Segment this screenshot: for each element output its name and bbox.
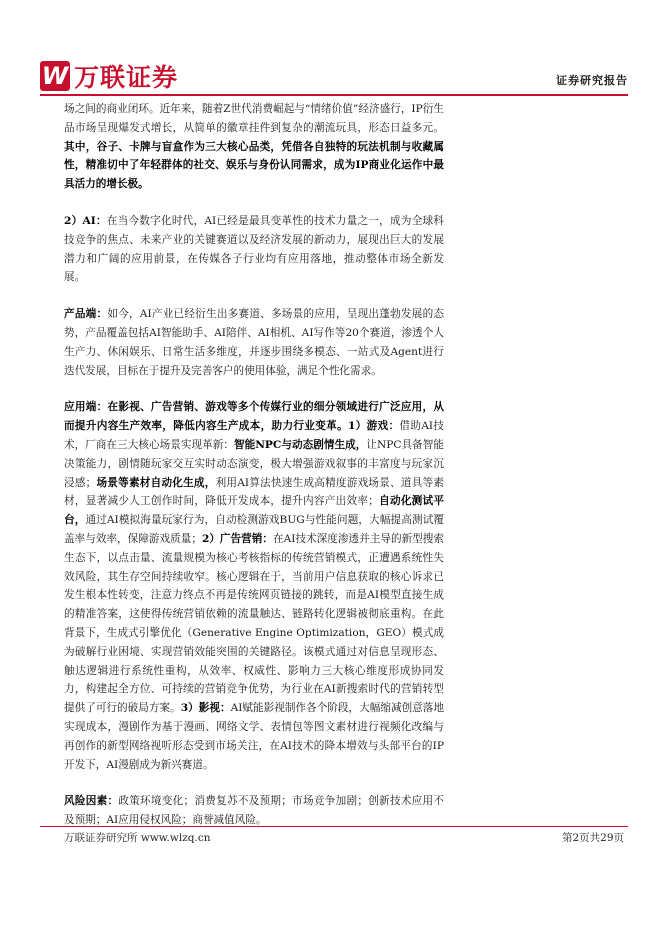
document-body (64, 100, 444, 830)
p4-text-4: 通过AI模拟海量玩家行为，自动检测游戏BUG与性能问题，大幅提高测试覆盖率与效率，保障游戏质量； (64, 514, 445, 545)
company-logo (40, 58, 178, 94)
logo-mark: W (41, 62, 69, 90)
p4-bold-scene: 场景等素材自动化生成， (96, 476, 216, 489)
p4-label: 应用端： (64, 401, 108, 414)
p5-text: 政策环境变化；消费复苏不及预期；市场竞争加剧；创新技术应用不及预期；AI应用侵权风险；商誉减值风险。 (64, 795, 445, 827)
p4-bold-testing: 自动化测试平台， (64, 495, 445, 527)
p4-bold-npc: 智能NPC与动态剧情生成， (234, 438, 367, 451)
p4-text-3: 利用AI算法快速生成高精度游戏场景、道具等素材，显著减少人工创作时间，降低开发成本，提升内容产出效率； (64, 476, 444, 508)
p3-label: 产品端： (64, 308, 108, 321)
paragraph-risk-factors (64, 792, 444, 830)
report-type-label: 证券研究报告 (556, 74, 628, 87)
page-header (40, 58, 628, 96)
header-divider (40, 94, 628, 96)
paragraph-ip-derivatives (64, 100, 444, 194)
p2-label: 2）AI： (64, 214, 107, 227)
footer-divider (40, 826, 628, 827)
footer-source: 万联证券研究所 www.wlzq.cn (64, 832, 211, 844)
page-number: 第2页共29页 (561, 832, 624, 844)
paragraph-ai (64, 212, 444, 287)
p4-bold-advertising: 2）广告营销： (201, 532, 273, 545)
logo-text: 万联证券 (74, 63, 179, 92)
p4-text-1: 借助AI技术，厂商在三大核心场景实现革新： (64, 420, 444, 451)
p4-bold-intro: 在影视、广告营销、游戏等多个传媒行业的细分领域进行广泛应用，从而提升内容生产效率，降低内容生产成本，助力行业变革。1）游戏： (64, 401, 445, 433)
p2-text: 在当今数字化时代，AI已经是最具变革性的技术力量之一，成为全球科技竞争的焦点、未来产业的关键赛道以及经济发展的新动力，展现出巨大的发展潜力和广阔的应用前景，在传媒各子行业均有应用落地，推动整体市场全新发展。 (64, 214, 444, 284)
p4-text-2: 让NPC具备智能决策能力，剧情随玩家交互实时动态演变，极大增强游戏叙事的丰富度与玩家沉浸感； (64, 438, 444, 489)
p3-text: 如今，AI产业已经衍生出多赛道、多场景的应用，呈现出蓬勃发展的态势，产品覆盖包括AI智能助手、AI陪伴、AI相机、AI写作等20个赛道，渗透个人生产力、休闲娱乐、日常生活多维度，并逐步围绕多模态、一站式及Agent进行迭代发展，目标在于提升及完善客户的使用体验，满足个性化需求。 (64, 308, 444, 377)
p4-text-5: 在AI技术深度渗透并主导的新型搜索生态下，以点击量、流量规模为核心考核指标的传统营销模式，正遭遇系统性失效风险，其生存空间持续收窄。核心逻辑在于，当前用户信息获取的核心诉求已发生根本性转变，注意力终点不再是传统网页链接的跳转，而是AI模型直接生成的精准答案，这使得传统营销依赖的流量触达、链路转化逻辑被彻底重构。在此背景下，生成式引擎优化（Generative Engine Optimization，GEO）模式成为破解行业困境、实现营销效能突围的关键路径。该模式通过对信息呈现形态、触达逻辑进行系统性重构，从效率、权威性、影响力三大核心维度形成协同发力，构建起全方位、可持续的营销竞争优势，为行业在AI新搜索时代的营销转型提供了可行的破局方案。 (64, 532, 445, 715)
p4-text-6: AI赋能影视制作各个阶段，大幅缩减创意落地实现成本，漫剧作为基于漫画、网络文学、表情包等图文素材进行视频化改编与再创作的新型网络视听形态受到市场关注，在AI技术的降本增效与头部平台的IP开发下，AI漫剧成为新兴赛道。 (64, 702, 444, 771)
p1-text: 场之间的商业闭环。近年来，随着Z世代消费崛起与“情绪价值”经济盛行，IP衍生品市场呈现爆发式增长，从简单的徽章挂件到复杂的潮流玩具，形态日益多元。 (64, 103, 444, 134)
p5-label: 风险因素： (64, 795, 119, 808)
paragraph-application-side (64, 398, 444, 774)
paragraph-product-side (64, 305, 444, 380)
p1-bold: 其中，谷子、卡牌与盲盒作为三大核心品类，凭借各自独特的玩法机制与收藏属性，精准切中了年轻群体的社交、娱乐与身份认同需求，成为IP商业化运作中最具活力的增长极。 (64, 140, 444, 191)
p4-bold-film: 3）影视： (180, 702, 231, 715)
